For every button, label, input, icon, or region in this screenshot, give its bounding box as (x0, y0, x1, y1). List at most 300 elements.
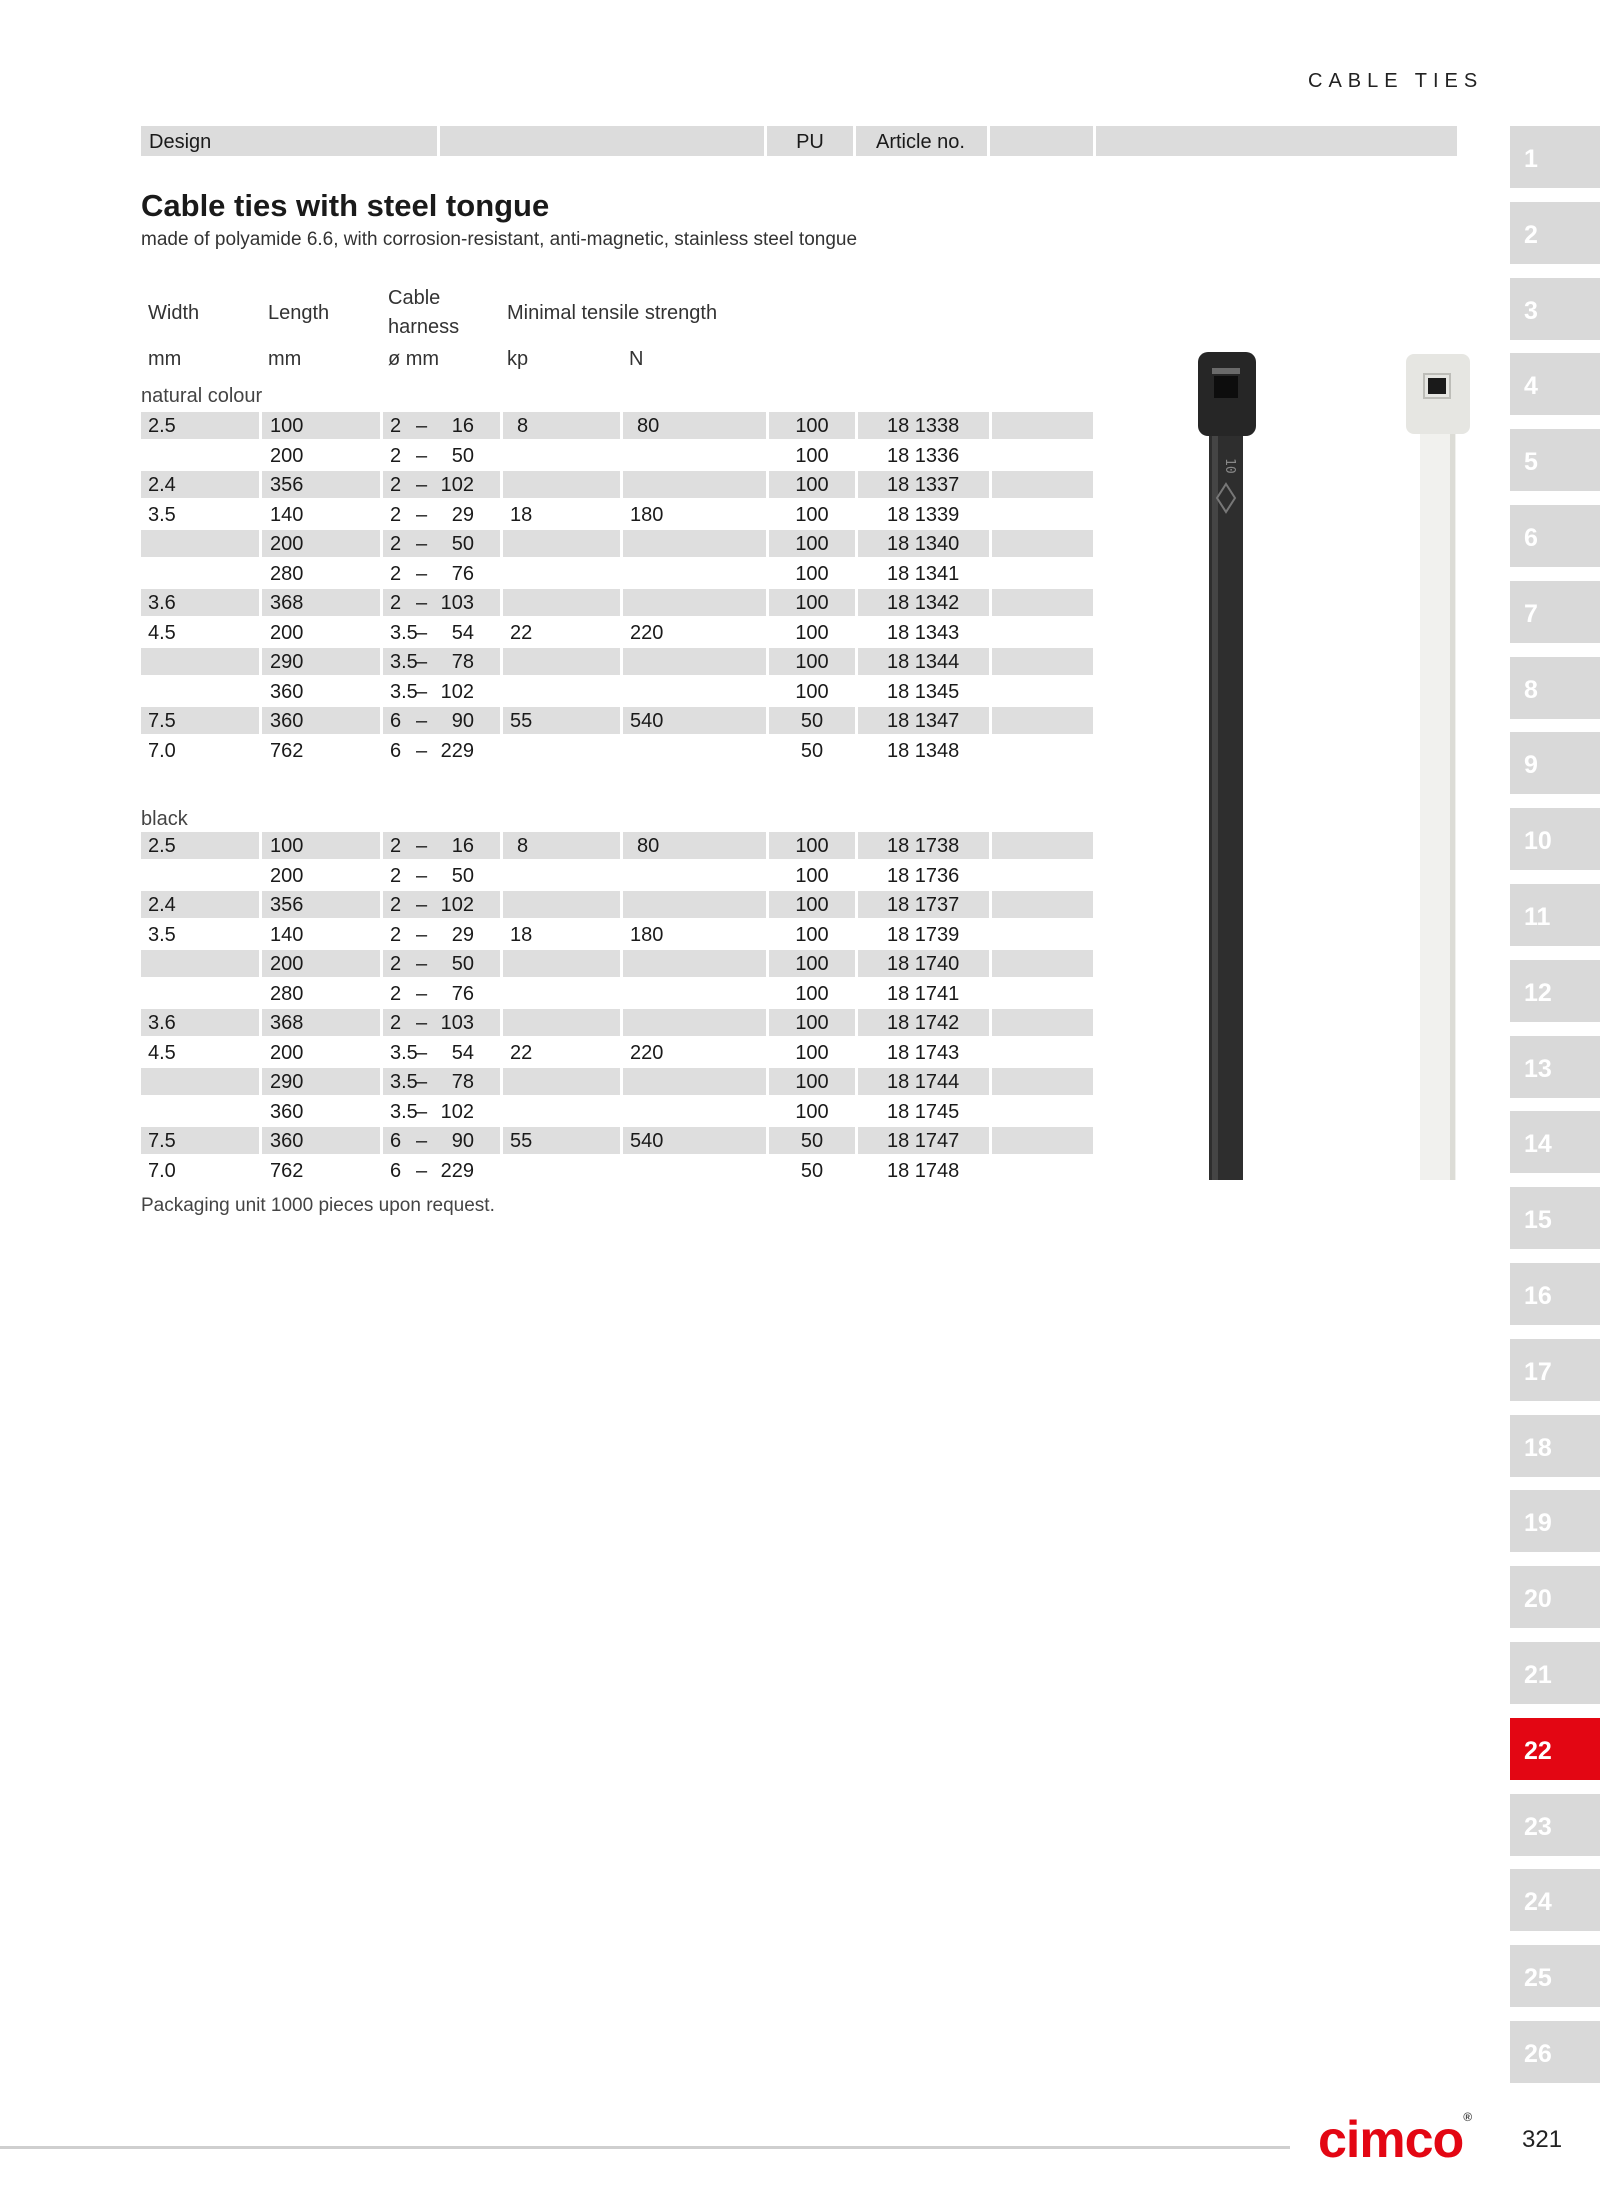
col-width-label: Width (148, 302, 200, 324)
harness-max: 29 (451, 923, 474, 946)
chapter-tab-15[interactable]: 15 (1510, 1187, 1600, 1249)
cell-kp (503, 442, 620, 469)
range-dash: – (416, 474, 428, 496)
chapter-tab-4[interactable]: 4 (1510, 353, 1600, 415)
pu-value: 100 (795, 982, 829, 1005)
harness-max: 229 (440, 1159, 474, 1182)
range-dash: – (416, 533, 428, 555)
harness-max: 78 (451, 651, 474, 673)
harness-min: 3.5 (390, 680, 418, 703)
article-no-value: 18 1344 (887, 651, 960, 673)
cell-width (141, 1039, 259, 1066)
cell-kp (503, 1068, 620, 1095)
cimco-logo (1318, 2110, 1471, 2170)
cell-n (623, 832, 766, 859)
cell-blank (992, 980, 1093, 1007)
cell-article-no (858, 950, 989, 977)
cell-kp (503, 678, 620, 705)
pu-value: 100 (795, 444, 829, 467)
kp-value: 8 (517, 835, 529, 857)
cell-article-no (858, 442, 989, 469)
table-row (141, 921, 1093, 948)
table-row (141, 737, 1093, 764)
cell-n (623, 1039, 766, 1066)
length-value: 360 (270, 1130, 304, 1152)
tie-marking: 10 (1222, 458, 1237, 474)
cell-width (141, 921, 259, 948)
logo-wordmark: cimco (1318, 2111, 1464, 2169)
harness-min: 2 (390, 1012, 402, 1034)
article-no-value: 18 1741 (887, 982, 960, 1005)
article-no-value: 18 1343 (887, 621, 960, 644)
table-row (141, 501, 1093, 528)
cell-blank (992, 560, 1093, 587)
range-dash: – (416, 1041, 428, 1064)
chapter-tab-23[interactable]: 23 (1510, 1794, 1600, 1856)
length-value: 360 (270, 680, 304, 703)
harness-max: 90 (451, 710, 474, 732)
length-value: 280 (270, 562, 304, 585)
length-value: 360 (270, 710, 304, 732)
chapter-tab-17[interactable]: 17 (1510, 1339, 1600, 1401)
table-row (141, 442, 1093, 469)
article-no-value: 18 1336 (887, 444, 960, 467)
cell-width (141, 619, 259, 646)
cell-blank (992, 619, 1093, 646)
article-no-value: 18 1737 (887, 894, 960, 916)
chapter-tab-16[interactable]: 16 (1510, 1263, 1600, 1325)
length-value: 356 (270, 894, 304, 916)
chapter-tab-11[interactable]: 11 (1510, 884, 1600, 946)
cell-length (262, 891, 380, 918)
chapter-tab-10[interactable]: 10 (1510, 808, 1600, 870)
width-value: 7.0 (148, 739, 176, 762)
chapter-tab-3[interactable]: 3 (1510, 278, 1600, 340)
cell-pu (769, 589, 855, 616)
harness-min: 3.5 (390, 1071, 418, 1093)
cell-blank (992, 442, 1093, 469)
cell-width (141, 950, 259, 977)
cell-n (623, 501, 766, 528)
article-no-value: 18 1338 (887, 415, 960, 437)
cell-pu (769, 412, 855, 439)
cell-article-no (858, 891, 989, 918)
cell-harness (383, 501, 500, 528)
cell-pu (769, 707, 855, 734)
harness-min: 2 (390, 982, 402, 1005)
article-no-value: 18 1739 (887, 923, 960, 946)
harness-min: 2 (390, 864, 402, 887)
cell-blank (992, 707, 1093, 734)
cell-n (623, 589, 766, 616)
natural-cable-tie-image (1398, 348, 1478, 1180)
table-row (141, 707, 1093, 734)
length-value: 290 (270, 1071, 304, 1093)
cell-harness (383, 832, 500, 859)
n-value: 180 (630, 923, 664, 946)
cell-harness (383, 1157, 500, 1184)
table-row (141, 678, 1093, 705)
cell-harness (383, 530, 500, 557)
cell-harness (383, 950, 500, 977)
chapter-tab-24[interactable]: 24 (1510, 1869, 1600, 1931)
cell-length (262, 1009, 380, 1036)
harness-max: 50 (451, 953, 474, 975)
cell-width (141, 1068, 259, 1095)
harness-min: 2 (390, 533, 402, 555)
cell-length (262, 648, 380, 675)
col-width-unit: mm (148, 348, 182, 370)
cell-kp (503, 619, 620, 646)
cell-n (623, 442, 766, 469)
article-no-value: 18 1736 (887, 864, 960, 887)
header-blank-2 (990, 126, 1093, 156)
harness-min: 6 (390, 710, 402, 732)
article-no-value: 18 1743 (887, 1041, 960, 1064)
range-dash: – (416, 1071, 428, 1093)
cell-length (262, 862, 380, 889)
cell-kp (503, 589, 620, 616)
range-dash: – (416, 444, 428, 467)
cell-blank (992, 589, 1093, 616)
cell-pu (769, 1009, 855, 1036)
cell-harness (383, 1127, 500, 1154)
cell-kp (503, 737, 620, 764)
kp-value: 18 (510, 923, 533, 946)
cell-blank (992, 737, 1093, 764)
harness-min: 2 (390, 444, 402, 467)
pu-value: 100 (795, 1012, 829, 1034)
harness-min: 2 (390, 953, 402, 975)
table-row (141, 980, 1093, 1007)
cell-length (262, 832, 380, 859)
width-value: 2.4 (148, 474, 176, 496)
pu-value: 100 (795, 894, 829, 916)
pu-value: 100 (795, 1100, 829, 1123)
page-subtitle: made of polyamide 6.6, with corrosion-resistant, anti-magnetic, stainless steel tongue (141, 229, 858, 250)
chapter-tab-14[interactable]: 14 (1510, 1111, 1600, 1173)
chapter-tab-12[interactable]: 12 (1510, 960, 1600, 1022)
cell-blank (992, 1127, 1093, 1154)
cell-article-no (858, 1039, 989, 1066)
cell-article-no (858, 921, 989, 948)
range-dash: – (416, 1130, 428, 1152)
cell-harness (383, 560, 500, 587)
length-value: 356 (270, 474, 304, 496)
width-value: 7.0 (148, 1159, 176, 1182)
table-row (141, 1098, 1093, 1125)
col-length-unit: mm (268, 348, 302, 370)
length-value: 280 (270, 982, 304, 1005)
chapter-tab-20[interactable]: 20 (1510, 1566, 1600, 1628)
harness-max: 76 (451, 562, 474, 585)
cell-n (623, 678, 766, 705)
cell-width (141, 1127, 259, 1154)
col-harness-label-2: harness (388, 316, 460, 338)
cell-length (262, 501, 380, 528)
cell-kp (503, 891, 620, 918)
n-value: 220 (630, 1041, 664, 1064)
width-value: 4.5 (148, 621, 176, 644)
kp-value: 22 (510, 1041, 533, 1064)
chapter-tab-21[interactable]: 21 (1510, 1642, 1600, 1704)
n-value: 80 (637, 415, 660, 437)
cell-blank (992, 648, 1093, 675)
cell-pu (769, 891, 855, 918)
chapter-tab-6[interactable]: 6 (1510, 505, 1600, 567)
article-no-value: 18 1745 (887, 1100, 960, 1123)
cell-harness (383, 1098, 500, 1125)
cell-article-no (858, 1098, 989, 1125)
cell-n (623, 619, 766, 646)
range-dash: – (416, 503, 428, 526)
black-cable-tie-image (1190, 348, 1270, 1180)
cell-n (623, 980, 766, 1007)
width-value: 2.4 (148, 894, 176, 916)
cell-width (141, 471, 259, 498)
chapter-tab-8[interactable]: 8 (1510, 657, 1600, 719)
cell-pu (769, 530, 855, 557)
length-value: 200 (270, 444, 304, 467)
pu-value: 100 (795, 835, 829, 857)
col-harness-unit: ø mm (388, 348, 440, 370)
cell-width (141, 589, 259, 616)
cell-width (141, 1009, 259, 1036)
col-n-unit: N (629, 348, 644, 370)
length-value: 100 (270, 415, 304, 437)
cell-harness (383, 648, 500, 675)
chapter-tab-13[interactable]: 13 (1510, 1036, 1600, 1098)
cell-kp (503, 530, 620, 557)
harness-min: 6 (390, 1159, 402, 1182)
kp-value: 55 (510, 710, 533, 732)
kp-value: 22 (510, 621, 533, 644)
chapter-tab-19[interactable]: 19 (1510, 1490, 1600, 1552)
cell-kp (503, 862, 620, 889)
range-dash: – (416, 739, 428, 762)
cell-pu (769, 560, 855, 587)
cell-article-no (858, 501, 989, 528)
length-value: 368 (270, 1012, 304, 1034)
pu-value: 100 (795, 533, 829, 555)
cell-article-no (858, 530, 989, 557)
pu-value: 50 (800, 710, 824, 732)
cell-length (262, 921, 380, 948)
chapter-tab-26[interactable]: 26 (1510, 2021, 1600, 2083)
harness-max: 50 (451, 533, 474, 555)
cell-article-no (858, 1009, 989, 1036)
cell-blank (992, 678, 1093, 705)
chapter-tab-22[interactable]: 22 (1510, 1718, 1600, 1780)
cell-width (141, 737, 259, 764)
table-row (141, 1039, 1093, 1066)
chapter-tab-7[interactable]: 7 (1510, 581, 1600, 643)
length-value: 200 (270, 621, 304, 644)
cell-n (623, 891, 766, 918)
chapter-tab-25[interactable]: 25 (1510, 1945, 1600, 2007)
range-dash: – (416, 923, 428, 946)
harness-max: 229 (440, 739, 474, 762)
cell-kp (503, 1039, 620, 1066)
chapter-tab-5[interactable]: 5 (1510, 429, 1600, 491)
header-article-no: Article no. (856, 126, 987, 156)
cell-n (623, 1009, 766, 1036)
cell-pu (769, 1157, 855, 1184)
harness-min: 2 (390, 474, 402, 496)
cell-blank (992, 412, 1093, 439)
article-no-value: 18 1339 (887, 503, 960, 526)
table-row (141, 891, 1093, 918)
cell-pu (769, 1127, 855, 1154)
pu-value: 100 (795, 592, 829, 614)
range-dash: – (416, 953, 428, 975)
harness-min: 3.5 (390, 1100, 418, 1123)
table-row (141, 589, 1093, 616)
cell-width (141, 560, 259, 587)
cell-kp (503, 950, 620, 977)
harness-max: 90 (451, 1130, 474, 1152)
cell-article-no (858, 678, 989, 705)
cell-blank (992, 921, 1093, 948)
cell-length (262, 707, 380, 734)
article-no-value: 18 1348 (887, 739, 960, 762)
cell-blank (992, 1098, 1093, 1125)
harness-max: 50 (451, 864, 474, 887)
harness-max: 16 (451, 415, 474, 437)
cell-kp (503, 707, 620, 734)
cell-n (623, 560, 766, 587)
width-value: 2.5 (148, 835, 176, 857)
length-value: 140 (270, 923, 304, 946)
cell-length (262, 950, 380, 977)
harness-min: 3.5 (390, 651, 418, 673)
n-value: 180 (630, 503, 664, 526)
cell-width (141, 648, 259, 675)
article-no-value: 18 1341 (887, 562, 960, 585)
harness-max: 78 (451, 1071, 474, 1093)
kp-value: 18 (510, 503, 533, 526)
cell-width (141, 1157, 259, 1184)
kp-value: 55 (510, 1130, 533, 1152)
cell-kp (503, 1009, 620, 1036)
cell-width (141, 412, 259, 439)
length-value: 360 (270, 1100, 304, 1123)
registered-mark-icon: ® (1463, 2110, 1472, 2124)
cell-length (262, 442, 380, 469)
cell-kp (503, 921, 620, 948)
cell-width (141, 442, 259, 469)
harness-min: 2 (390, 415, 402, 437)
cell-blank (992, 1039, 1093, 1066)
length-value: 368 (270, 592, 304, 614)
harness-max: 76 (451, 982, 474, 1005)
col-length-label: Length (268, 302, 330, 324)
chapter-tab-9[interactable]: 9 (1510, 732, 1600, 794)
cell-pu (769, 950, 855, 977)
page-number: 321 (1522, 2126, 1563, 2153)
table-row (141, 560, 1093, 587)
group-label-natural: natural colour (141, 385, 263, 407)
cell-harness (383, 737, 500, 764)
cell-harness (383, 707, 500, 734)
cell-blank (992, 501, 1093, 528)
range-dash: – (416, 680, 428, 703)
chapter-tab-2[interactable]: 2 (1510, 202, 1600, 264)
length-value: 762 (270, 739, 304, 762)
harness-max: 102 (440, 1100, 474, 1123)
cell-pu (769, 501, 855, 528)
cell-width (141, 891, 259, 918)
harness-min: 3.5 (390, 621, 418, 644)
harness-max: 54 (451, 1041, 474, 1064)
table-row (141, 471, 1093, 498)
pu-value: 100 (795, 953, 829, 975)
cell-article-no (858, 1068, 989, 1095)
cell-n (623, 737, 766, 764)
cell-harness (383, 442, 500, 469)
cell-width (141, 501, 259, 528)
pu-value: 50 (800, 1159, 824, 1182)
cell-article-no (858, 619, 989, 646)
length-value: 100 (270, 835, 304, 857)
cell-length (262, 737, 380, 764)
cell-length (262, 412, 380, 439)
range-dash: – (416, 982, 428, 1005)
table-row (141, 950, 1093, 977)
harness-max: 103 (440, 592, 474, 614)
cell-n (623, 1098, 766, 1125)
cell-article-no (858, 737, 989, 764)
harness-min: 2 (390, 894, 402, 916)
range-dash: – (416, 894, 428, 916)
table-row (141, 530, 1093, 557)
article-no-value: 18 1345 (887, 680, 960, 703)
cell-kp (503, 412, 620, 439)
cell-pu (769, 678, 855, 705)
cell-harness (383, 1068, 500, 1095)
length-value: 200 (270, 533, 304, 555)
cell-n (623, 648, 766, 675)
cell-width (141, 832, 259, 859)
table-row (141, 1157, 1093, 1184)
cell-n (623, 950, 766, 977)
range-dash: – (416, 710, 428, 732)
chapter-tab-1[interactable]: 1 (1510, 126, 1600, 188)
cell-length (262, 1068, 380, 1095)
header-blank-1 (440, 126, 764, 156)
cell-length (262, 980, 380, 1007)
cell-n (623, 1157, 766, 1184)
cell-length (262, 1157, 380, 1184)
cell-kp (503, 648, 620, 675)
harness-max: 29 (451, 503, 474, 526)
width-value: 3.6 (148, 592, 176, 614)
cell-pu (769, 648, 855, 675)
cell-blank (992, 891, 1093, 918)
range-dash: – (416, 1100, 428, 1123)
table-row (141, 648, 1093, 675)
chapter-tab-18[interactable]: 18 (1510, 1415, 1600, 1477)
cell-kp (503, 560, 620, 587)
cell-harness (383, 862, 500, 889)
cell-n (623, 707, 766, 734)
cell-harness (383, 921, 500, 948)
col-harness-label-1: Cable (388, 287, 441, 309)
width-value: 3.5 (148, 503, 176, 526)
header-design: Design (141, 126, 437, 156)
article-no-value: 18 1342 (887, 592, 960, 614)
range-dash: – (416, 592, 428, 614)
